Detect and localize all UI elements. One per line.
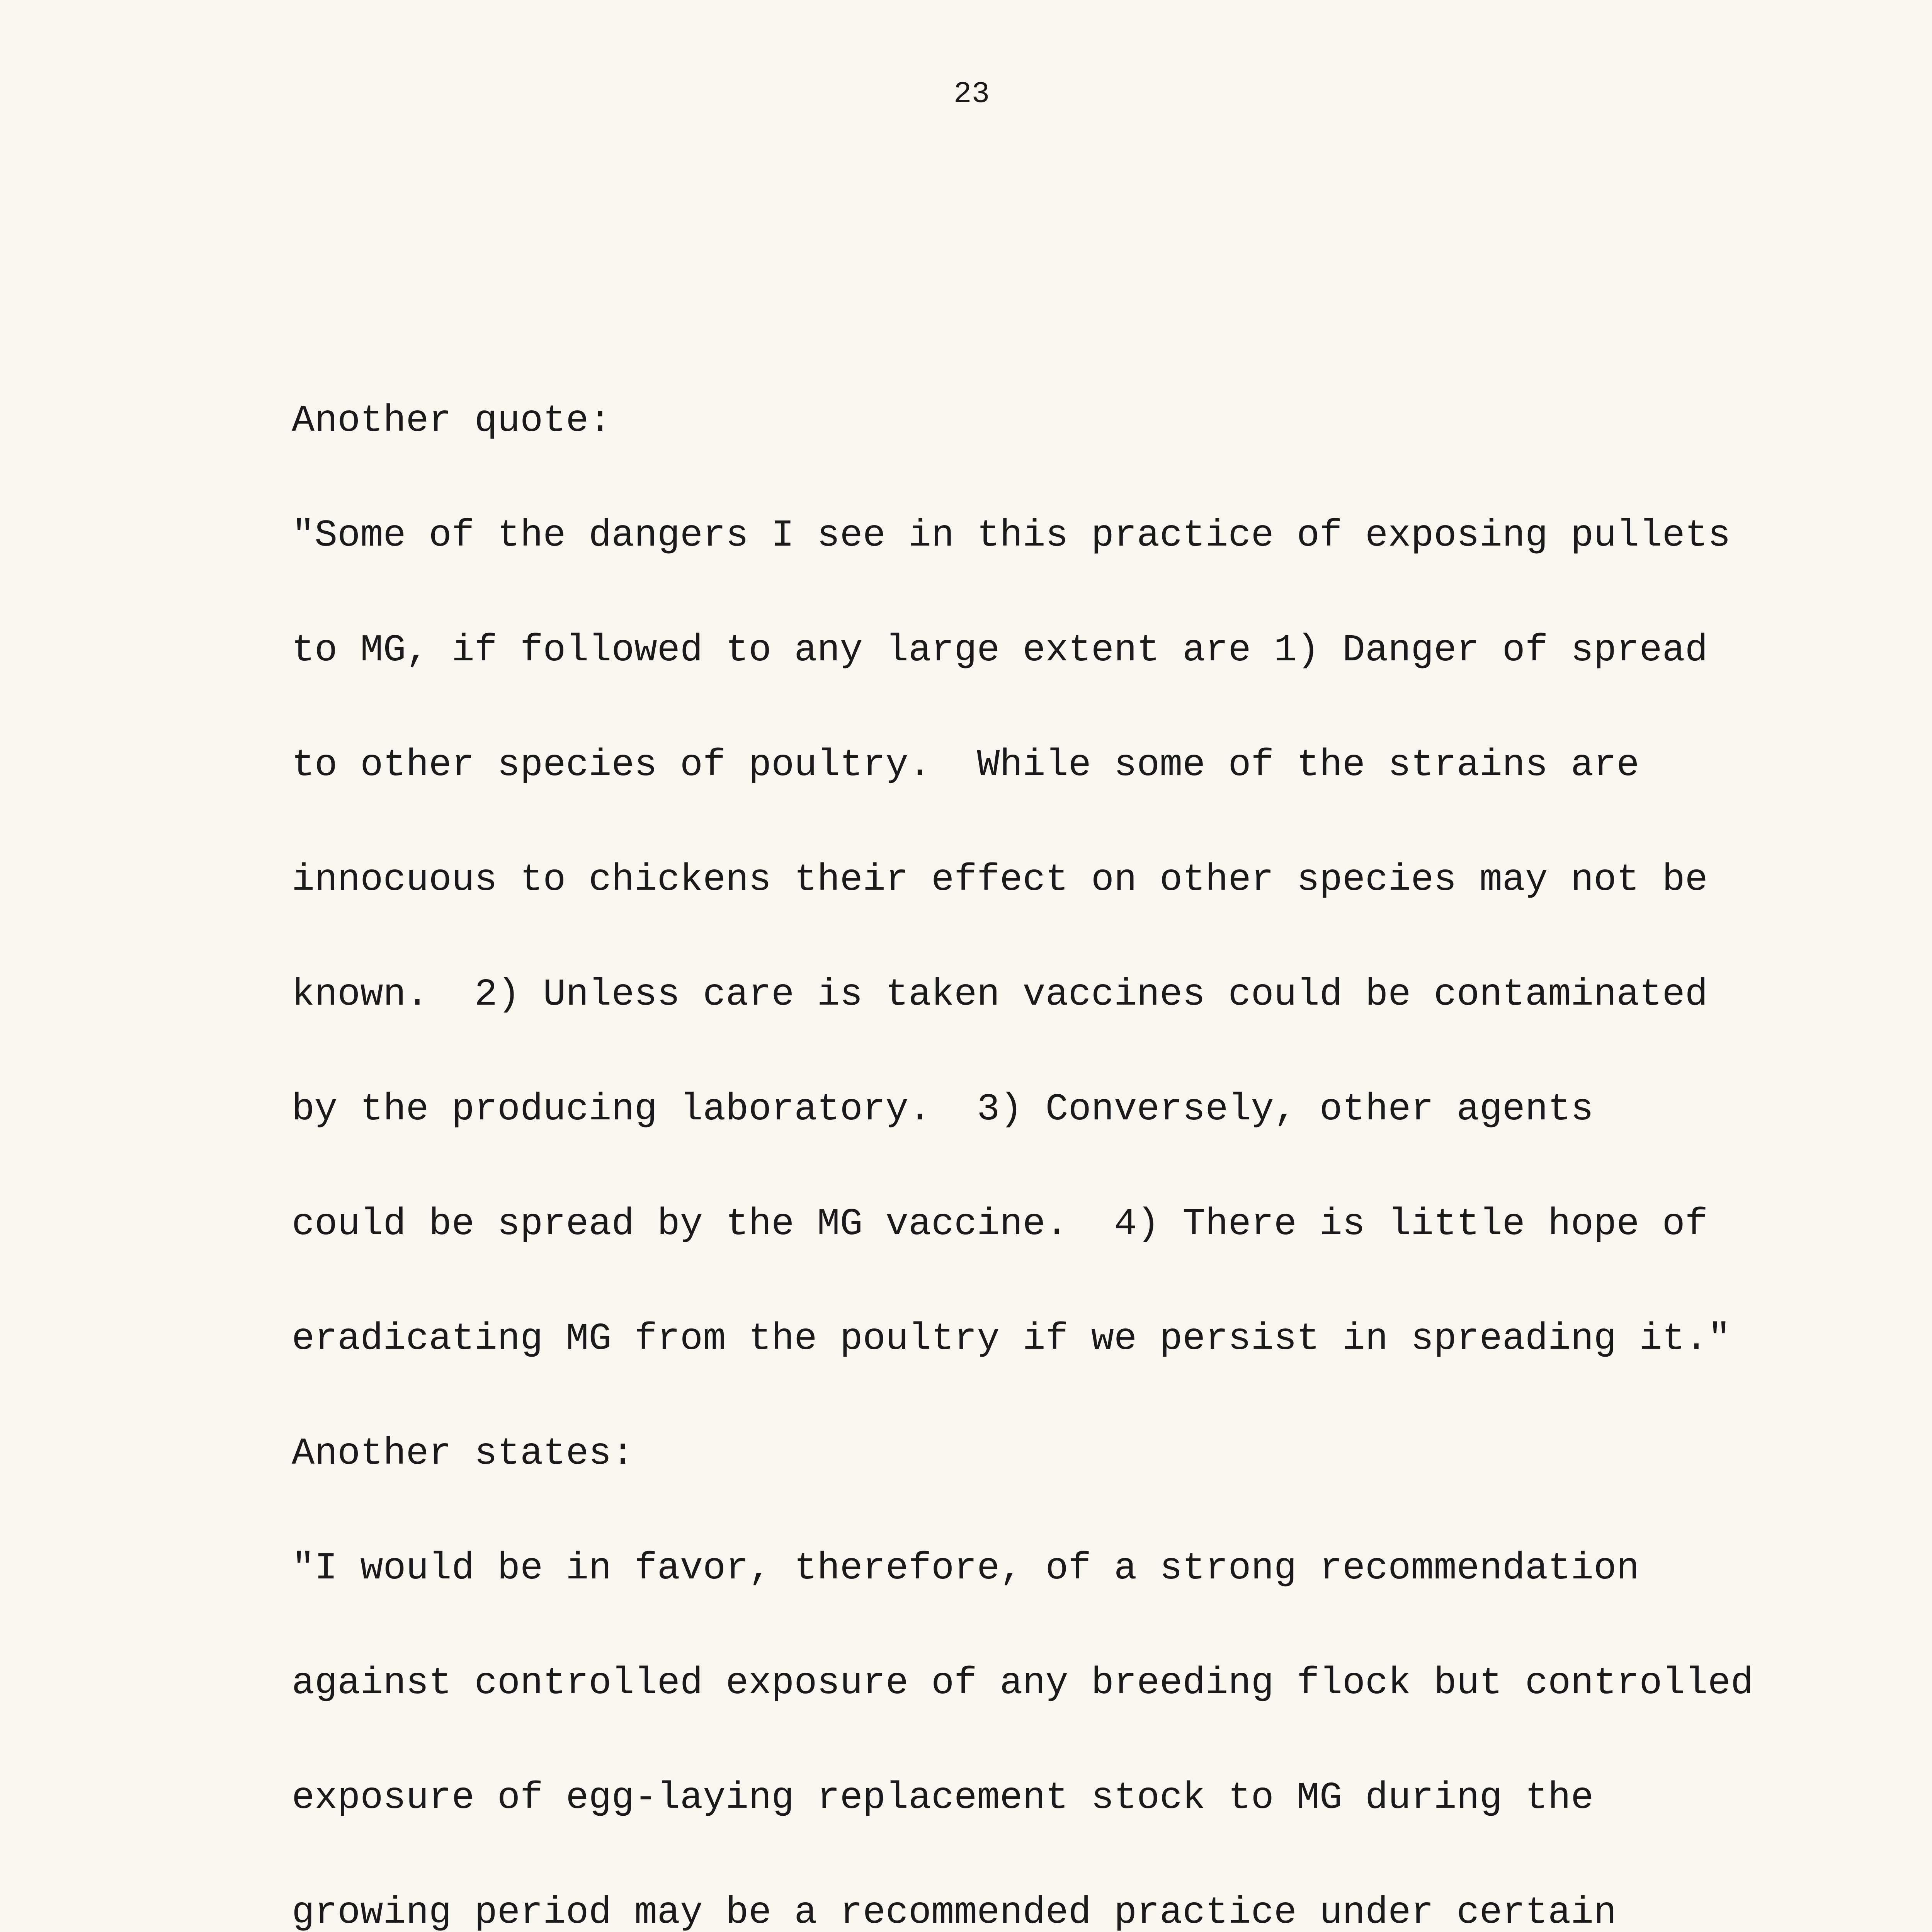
text-line: innocuous to chickens their effect on other species may not be <box>292 858 1708 901</box>
text-line: Another states: <box>292 1432 634 1475</box>
text-line: Another quote: <box>292 399 612 442</box>
paragraph-quotes <box>172 325 1872 1932</box>
body-text <box>172 211 1872 1932</box>
text-line: by the producing laboratory. 3) Conversely, other agents <box>292 1088 1594 1131</box>
text-line: to MG, if followed to any large extent are 1) Danger of spread <box>292 629 1708 672</box>
page-number: 23 <box>953 77 990 111</box>
text-line: growing period may be a recommended practice under certain <box>292 1891 1617 1932</box>
text-line: "Some of the dangers I see in this practice of exposing pullets <box>292 514 1731 557</box>
text-line: could be spread by the MG vaccine. 4) There is little hope of <box>292 1202 1708 1246</box>
text-line: to other species of poultry. While some of the strains are <box>292 743 1639 787</box>
text-line: eradicating MG from the poultry if we persist in spreading it." <box>292 1317 1731 1361</box>
text-line: known. 2) Unless care is taken vaccines could be contaminated <box>292 973 1708 1016</box>
text-line: "I would be in favor, therefore, of a strong recommendation <box>292 1547 1639 1590</box>
text-line: exposure of egg-laying replacement stock to MG during the <box>292 1776 1594 1820</box>
text-line: against controlled exposure of any breeding flock but controlled <box>292 1662 1754 1705</box>
